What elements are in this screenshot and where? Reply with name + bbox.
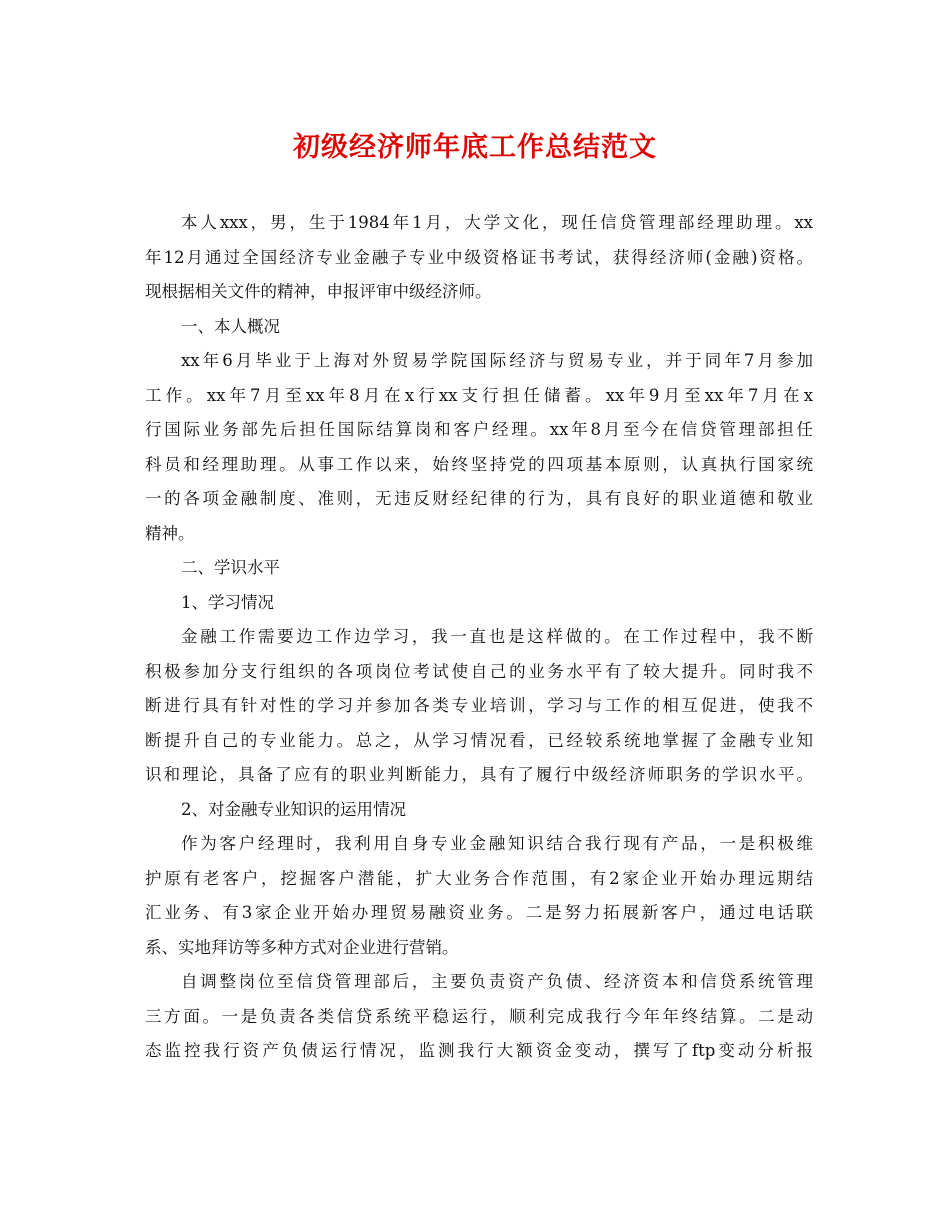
paragraph-line: 工作。xx年7月至xx年8月在x行xx支行担任储蓄。xx年9月至xx年7月在x <box>145 385 813 405</box>
section-heading: 一、本人概况 <box>181 316 280 336</box>
paragraph-line: 断提升自己的专业能力。总之，从学习情况看，已经较系统地掌握了金融专业知 <box>145 730 813 750</box>
paragraph-line: 护原有老客户，挖掘客户潜能，扩大业务合作范围，有2家企业开始办理远期结 <box>145 868 813 888</box>
paragraph-line: 态监控我行资产负债运行情况，监测我行大额资金变动，撰写了ftp变动分析报 <box>145 1041 813 1060</box>
paragraph-line: 汇业务、有3家企业开始办理贸易融资业务。二是努力拓展新客户，通过电话联 <box>145 903 813 922</box>
paragraph-line: 金融工作需要边工作边学习，我一直也是这样做的。在工作过程中，我不断 <box>181 627 813 646</box>
paragraph-line: 一的各项金融制度、准则，无违反财经纪律的行为，具有良好的职业道德和敬业 <box>145 489 813 508</box>
paragraph-line: 系、实地拜访等多种方式对企业进行营销。 <box>145 937 459 957</box>
paragraph-line: 作为客户经理时，我利用自身专业金融知识结合我行现有产品，一是积极维 <box>181 834 813 853</box>
paragraph-line: 科员和经理助理。从事工作以来，始终坚持党的四项基本原则，认真执行国家统 <box>145 454 813 474</box>
paragraph-line: xx年6月毕业于上海对外贸易学院国际经济与贸易专业，并于同年7月参加 <box>181 351 813 370</box>
paragraph-line: 断进行具有针对性的学习并参加各类专业培训，学习与工作的相互促进，使我不 <box>145 696 813 715</box>
section-heading: 二、学识水平 <box>181 558 280 577</box>
paragraph-line: 积极参加分支行组织的各项岗位考试使自己的业务水平有了较大提升。同时我不 <box>145 661 813 681</box>
paragraph-line: 识和理论，具备了应有的职业判断能力，具有了履行中级经济师职务的学识水平。 <box>145 765 813 784</box>
paragraph-line: 年12月通过全国经济专业金融子专业中级资格证书考试，获得经济师(金融)资格。 <box>145 247 813 267</box>
subsection-heading: 2、对金融专业知识的运用情况 <box>181 799 406 819</box>
paragraph-line: 行国际业务部先后担任国际结算岗和客户经理。xx年8月至今在信贷管理部担任 <box>145 420 813 439</box>
paragraph-line: 精神。 <box>145 523 195 543</box>
paragraph-line: 本人xxx，男，生于1984年1月，大学文化，现任信贷管理部经理助理。xx <box>181 213 813 232</box>
paragraph-line: 现根据相关文件的精神，申报评审中级经济师。 <box>145 282 492 301</box>
document-title: 初级经济师年底工作总结范文 <box>293 132 657 163</box>
paragraph-line: 三方面。一是负责各类信贷系统平稳运行，顺利完成我行今年年终结算。二是动 <box>145 1006 813 1026</box>
document-body <box>145 206 813 1069</box>
subsection-heading: 1、学习情况 <box>181 592 274 612</box>
paragraph-line: 自调整岗位至信贷管理部后，主要负责资产负债、经济资本和信贷系统管理 <box>181 972 813 991</box>
